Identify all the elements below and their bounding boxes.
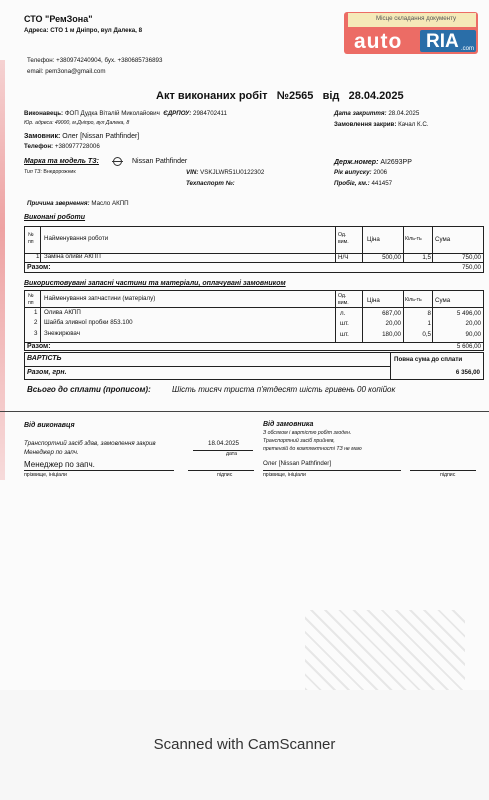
works-row-unit: Н/Ч [338,254,349,261]
cost-total-label: Разом, грн. [27,369,67,376]
company-phone: Телефон: +380974240904, бух. +380685736893 [27,57,163,64]
works-row-qty: 1,5 [422,254,431,261]
customer-sign-note-3: претензій до комплектності ТЗ не маю [263,446,362,452]
customer-sign-note-1: З обсягом і вартістю робіт згоден. [263,430,352,436]
watermark-domain: .com [461,46,475,52]
faded-stamp-texture [305,610,465,690]
works-header-unit: Од. вим. [338,232,349,246]
reason-line [27,201,129,207]
passport-label: Техпаспорт №: [186,180,235,187]
mileage-label: Пробіг, км.: [334,180,370,187]
works-title: Виконані роботи [24,214,86,221]
parts-header-unit: Од. вим. [338,293,349,307]
executor-label: Виконавець: [24,110,64,117]
mileage-value: 441457 [371,180,393,187]
act-title-from: від [322,90,340,102]
parts-row-unit: шт. [340,320,349,327]
mileage-line [334,181,392,187]
executor-sign-role: Менеджер по запч. [24,449,79,456]
works-total: 750,00 [462,264,481,271]
full-sum: 6 356,00 [455,369,480,376]
watermark-ria-text: RIA [426,31,459,52]
works-row-sum: 750,00 [462,254,481,261]
plate-label: Держ.номер: [334,159,379,166]
parts-row-price: 20,00 [385,320,401,327]
closed-by-line [334,122,429,128]
works-total-label: Разом: [27,264,51,271]
act-title [156,91,404,102]
closed-by: Качал К.С. [398,121,429,128]
vehicle-model: Nissan Pathfinder [132,158,188,165]
vehicle-type: Внедорожник [43,169,76,175]
scan-edge-shadow [0,60,5,480]
closing-date: 28.04.2025 [388,110,420,117]
parts-row-sum: 90,00 [465,331,481,338]
parts-total-label: Разом: [27,343,51,350]
works-header-name: Найменування роботи [44,235,109,242]
customer-phone-label: Телефон: [24,143,54,150]
closing-date-line [334,111,419,117]
works-row-price: 500,00 [382,254,401,261]
executor-name: Менеджер по запч. [24,460,95,469]
edrpou-value: 2984702411 [193,110,227,117]
customer-caption-sign: підпис [440,472,456,478]
parts-row-name: Знежирювач [44,330,80,337]
company-name: СТО "РемЗона" [24,14,93,24]
parts-header-name: Найменування запчастини (матеріалу) [44,295,156,302]
customer-line [24,133,139,140]
executor-caption-sign: підпис [217,472,233,478]
parts-row-name: Шайба зливної пробки 853.100 [44,319,133,326]
works-header-no: № пп [28,232,34,246]
act-title-prefix: Акт виконаних робіт [156,90,268,102]
plate-line [334,159,412,166]
parts-header-qty: Кіль-ть [405,297,422,303]
sign-date: 18.04.2025 [208,440,239,447]
executor-sign-title: Від виконавця [24,422,75,429]
parts-header-no: № пп [28,293,34,307]
parts-total: 5 606,00 [456,343,481,350]
parts-row-sum: 5 496,00 [456,310,481,317]
watermark-tag-text: Місце складання документу [376,15,457,22]
cost-title: ВАРТІСТЬ [27,355,62,362]
vin-value: VSKJLWR51U0122302 [200,169,265,176]
full-sum-label: Повна сума до сплати [394,356,463,363]
parts-row-price: 180,00 [382,331,401,338]
company-address: Адреса: СТО 1 м Дніпро, вул Далека, 8 [24,27,143,34]
parts-title: Використовувані запасні частини та матеріали, оплачувані замовником [24,280,286,287]
closed-by-label: Замовлення закрив: [334,121,397,128]
customer-caption-name: прізвище, ініціали [263,472,306,478]
customer-phone: +380977728006 [54,143,100,150]
year-label: Рік випуску: [334,169,372,176]
parts-header-sum: Сума [435,297,451,304]
parts-row-no: 3 [34,330,38,337]
works-header-sum: Сума [435,236,451,243]
executor-line [24,111,227,117]
parts-row-qty: 8 [427,310,431,317]
parts-row-name: Олива АКПП [44,309,81,316]
company-email: email: pem3ona@gmail.com [27,68,106,75]
executor-caption-name: прізвище, ініціали [24,472,67,478]
nissan-logo-icon [113,157,122,166]
words-value: Шість тисяч триста п'ятдесят шість гривень 00 копійок [172,385,396,394]
act-date: 28.04.2025 [348,90,404,102]
act-number: №2565 [276,90,314,102]
watermark-brand: auto [354,30,403,53]
parts-row-price: 687,00 [382,310,401,317]
parts-row-unit: л. [340,310,346,317]
edrpou-label: ЄДРПОУ: [163,110,192,117]
works-row-no: 1 [36,253,40,260]
customer-sign-name: Олег [Nissan Pathfinder] [263,460,332,467]
words-label: Всього до сплати (прописом): [27,385,151,394]
customer-name: Олег [Nissan Pathfinder] [62,133,140,140]
parts-row-qty: 0,5 [422,331,431,338]
parts-row-no: 2 [34,319,38,326]
reason-value: Масло АКПП [91,200,129,207]
works-table [24,226,484,273]
works-row-name: Заміна оливи АКПП [44,253,101,260]
works-header-qty: Кіль-ть [405,236,422,242]
parts-header-price: Ціна [367,297,380,304]
vehicle-type-label: Тип ТЗ: [24,169,42,175]
parts-row-no: 1 [34,309,38,316]
parts-row-qty: 1 [427,320,431,327]
executor-legal-address: Юр. адреса: 49000, м.Дніпро, вул Далека, 8 [24,120,130,126]
customer-sign-note-2: Транспортний засіб прийняв, [263,438,335,444]
vehicle-type-line [24,170,76,175]
customer-phone-line [24,144,100,150]
camscanner-label: Scanned with CamScanner [153,736,336,753]
executor-sign-note: Транспортний засіб здав, замовлення закрив [24,440,156,447]
parts-row-sum: 20,00 [465,320,481,327]
plate-value: AI2693PP [380,159,412,166]
vin-label: VIN: [186,169,199,176]
sign-date-caption: дата [226,451,238,457]
executor-name: ФОП Дудка Віталій Миколайович [64,110,160,117]
works-header-price: Ціна [367,236,380,243]
customer-label: Замовник: [24,133,61,140]
vin-line [186,170,264,176]
year-line [334,170,387,176]
closing-date-label: Дата закриття: [334,110,387,117]
customer-sign-title: Від замовника [263,421,314,428]
year-value: 2006 [373,169,388,176]
vehicle-model-label: Марка та модель ТЗ: [24,158,99,165]
reason-label: Причина звернення: [27,200,90,207]
parts-row-unit: шт. [340,331,349,338]
